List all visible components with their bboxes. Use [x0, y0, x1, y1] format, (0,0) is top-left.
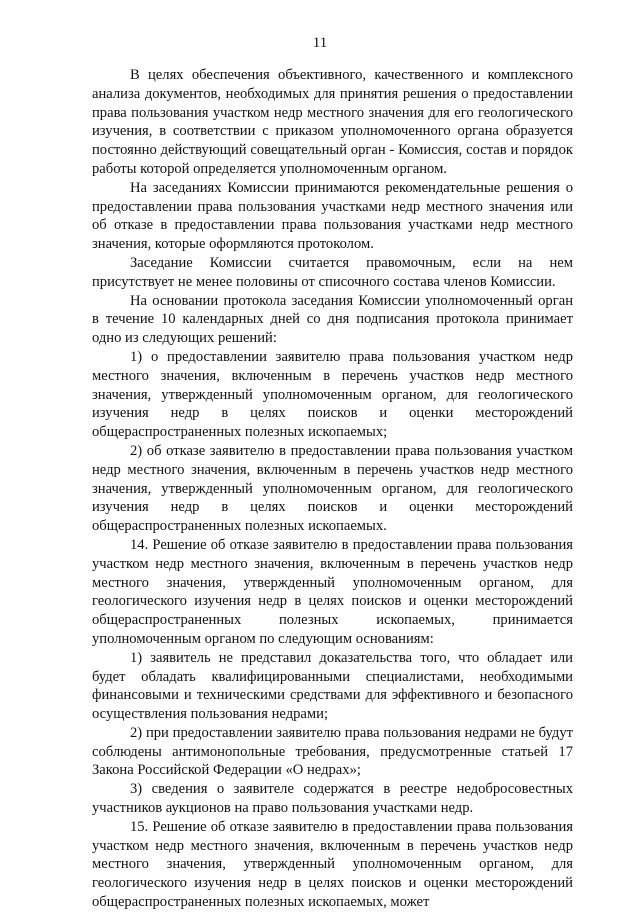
page-number: 11 [312, 35, 328, 51]
list-item-antimonopoly: 2) при предоставлении заявителю права пользования недрами не будут соблюдены антимонопольные требования, предусмотренные статьей 17 Закона Российской Федерации «О недрах»; [92, 724, 573, 779]
paragraph-commission-meetings: На заседаниях Комиссии принимаются рекомендательные решения о предоставлении права пользования участками недр местного значения или об отказе в предоставлении права пользования участками недр местного значения, которые оформляются протоколом. [92, 179, 573, 253]
document-body [92, 66, 573, 912]
paragraph-section-15: 15. Решение об отказе заявителю в предоставлении права пользования участком недр местного значения, включенным в перечень участков недр местного значения, утвержденный уполномоченным органом, для геологического изучения недр в целях поисков и оценки месторождений общераспространенных полезных ископаемых, может [92, 818, 573, 911]
list-item-no-evidence: 1) заявитель не представил доказательства того, что обладает или будет обладать квалифицированными специалистами, необходимыми финансовыми и техническими средствами для эффективного и безопасного осуществления пользования недрами; [92, 649, 573, 723]
paragraph-section-14: 14. Решение об отказе заявителю в предоставлении права пользования участком недр местного значения, включенным в перечень участков недр местного значения, утвержденный уполномоченным органом, для геологического изучения недр в целях поисков и оценки месторождений общераспространенных полезных ископаемых, принимается уполномоченным органом по следующим основаниям: [92, 536, 573, 647]
paragraph-quorum: Заседание Комиссии считается правомочным, если на нем присутствует не менее половины от списочного состава членов Комиссии. [92, 254, 573, 290]
paragraph-commission-formation: В целях обеспечения объективного, качественного и комплексного анализа документов, необходимых для принятия решения о предоставлении права пользования участком недр местного значения для его геологического изучения, в соответствии с приказом уполномоченного органа образуется постоянно действующий совещательный орган - Комиссия, состав и порядок работы которой определяется уполномоченным органом. [92, 67, 573, 177]
paragraph-decision-basis: На основании протокола заседания Комиссии уполномоченный орган в течение 10 календарных дней со дня подписания протокола принимает одно из следующих решений: [92, 292, 573, 347]
list-item-refuse-right: 2) об отказе заявителю в предоставлении права пользования участком недр местного значения, включенным в перечень участков недр местного значения, утвержденный уполномоченным органом, для геологического изучения недр в целях поисков и оценки месторождений общераспространенных полезных ископаемых. [92, 442, 573, 535]
list-item-grant-right: 1) о предоставлении заявителю права пользования участком недр местного значения, включенным в перечень участков недр местного значения, утвержденный уполномоченным органом, для геологического изучения недр в целях поисков и оценки месторождений общераспространенных полезных ископаемых; [92, 348, 573, 441]
list-item-unfair-registry: 3) сведения о заявителе содержатся в реестре недобросовестных участников аукционов на право пользования участками недр. [92, 781, 573, 817]
